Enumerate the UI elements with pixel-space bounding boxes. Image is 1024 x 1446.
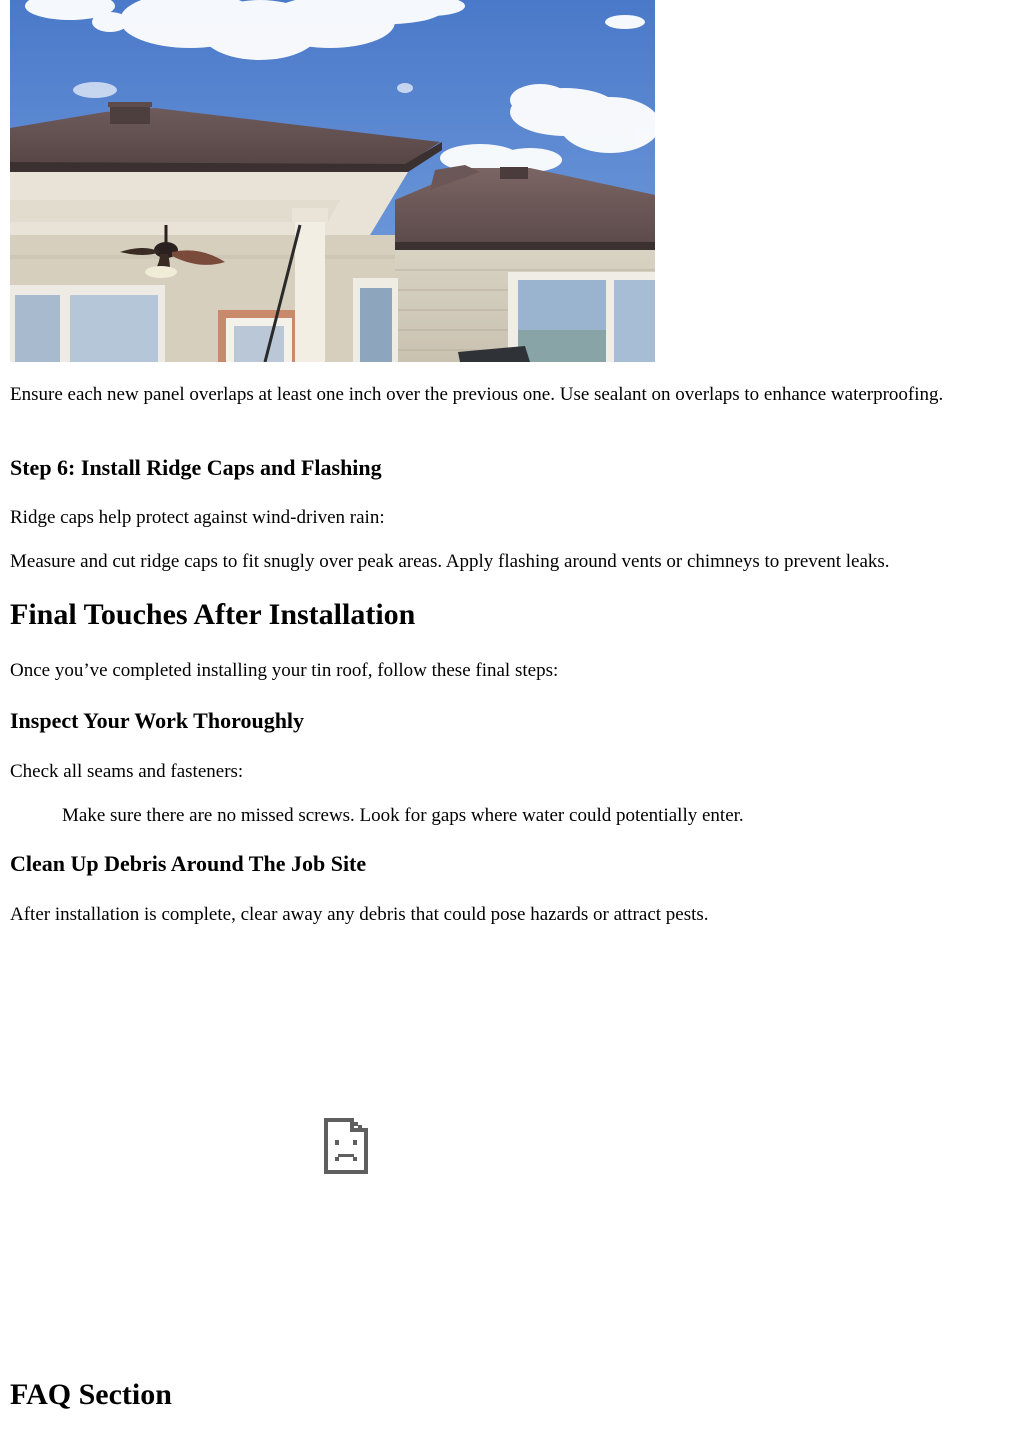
cleanup-heading: Clean Up Debris Around The Job Site: [10, 851, 367, 876]
step6-body: Measure and cut ridge caps to fit snugly over peak areas. Apply flashing around vents or chimneys to prevent leaks.: [10, 551, 890, 572]
inspect-intro: Check all seams and fasteners:: [10, 761, 244, 782]
inspect-heading: Inspect Your Work Thoroughly: [10, 708, 305, 733]
inspect-detail: Make sure there are no missed screws. Look for gaps where water could potentially enter.: [62, 805, 744, 826]
faq-heading: FAQ Section: [10, 1378, 172, 1411]
broken-embed-frame: [10, 950, 680, 1340]
final-touches-heading: Final Touches After Installation: [10, 598, 416, 631]
final-touches-intro: Once you’ve completed installing your tin roof, follow these final steps:: [10, 660, 559, 681]
overlap-paragraph: Ensure each new panel overlaps at least one inch over the previous one. Use sealant on overlaps to enhance waterproofing.: [10, 384, 944, 405]
step6-heading: Step 6: Install Ridge Caps and Flashing: [10, 455, 382, 480]
cleanup-body: After installation is complete, clear away any debris that could pose hazards or attract pests.: [10, 904, 709, 925]
sad-page-icon: [324, 1118, 368, 1174]
house-roof-photo: [10, 0, 655, 362]
step6-intro: Ridge caps help protect against wind-driven rain:: [10, 507, 385, 528]
